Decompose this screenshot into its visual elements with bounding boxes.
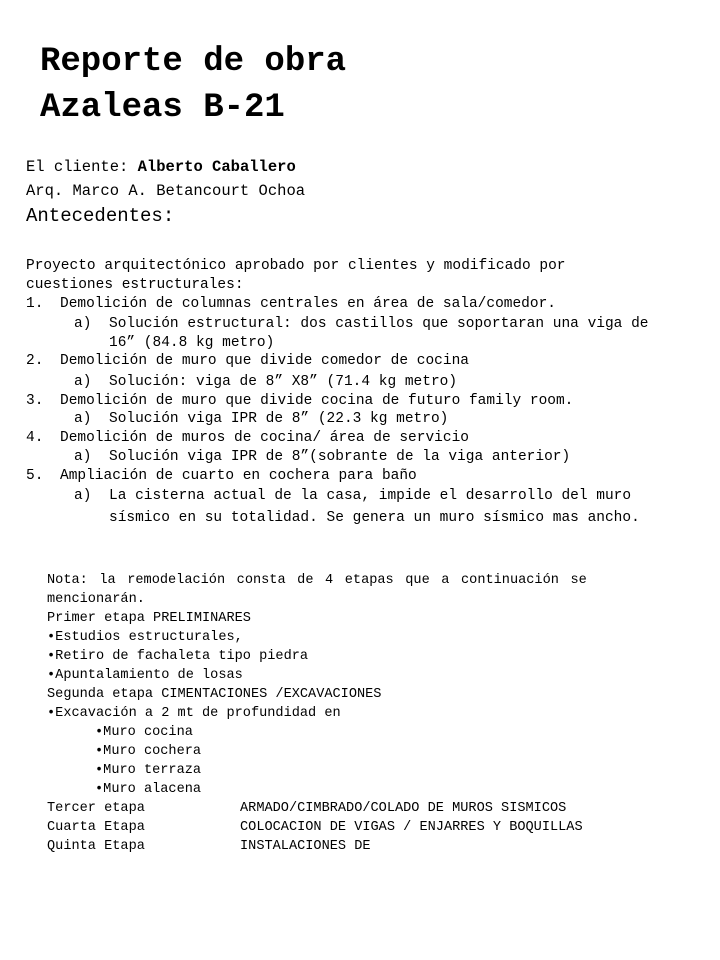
sub-bullet-item — [95, 723, 193, 742]
list-item — [26, 353, 469, 370]
bullet-text: Muro alacena — [103, 782, 202, 797]
list-item — [26, 468, 417, 485]
bullet-icon: • — [47, 668, 56, 683]
sub-bullet-item — [95, 742, 201, 761]
etapa-label: Tercer etapa — [47, 801, 145, 816]
list-item — [26, 430, 469, 447]
bullet-icon: • — [95, 725, 104, 740]
sub-item-letter: a) — [74, 374, 92, 390]
sub-item-letter: a) — [74, 316, 92, 332]
title-line-1: Reporte de obra — [40, 43, 347, 81]
item-text: Demolición de muro que divide comedor de cocina — [60, 353, 469, 369]
bullet-text: Apuntalamiento de losas — [55, 668, 243, 683]
etapa-label: Quinta Etapa — [47, 839, 145, 854]
bullet-item — [47, 647, 308, 666]
item-text: Demolición de columnas centrales en área de sala/comedor. — [60, 296, 556, 312]
sub-item — [74, 374, 458, 391]
bullet-text: Muro terraza — [103, 763, 202, 778]
item-number: 2. — [26, 353, 44, 369]
etapa-row — [47, 837, 371, 856]
etapa-row — [47, 818, 583, 837]
item-number: 5. — [26, 468, 44, 484]
bullet-item — [47, 666, 243, 685]
bullet-text: Muro cochera — [103, 744, 202, 759]
etapa-label: Cuarta Etapa — [47, 820, 145, 835]
item-number: 4. — [26, 430, 44, 446]
sub-item — [74, 411, 449, 428]
antecedentes-heading: Antecedentes: — [26, 205, 175, 227]
intro-line-1: Proyecto arquitectónico aprobado por clientes y modificado por — [26, 258, 566, 274]
item-number: 3. — [26, 393, 44, 409]
bullet-icon: • — [95, 744, 104, 759]
sub-item-continuation: sísmico en su totalidad. Se genera un muro sísmico mas ancho. — [109, 510, 640, 526]
bullet-text: Retiro de fachaleta tipo piedra — [55, 649, 309, 664]
sub-item-letter: a) — [74, 449, 92, 465]
sub-bullet-item — [95, 780, 201, 799]
etapa-value: ARMADO/CIMBRADO/COLADO DE MUROS SISMICOS — [240, 801, 567, 816]
bullet-text: Muro cocina — [103, 725, 193, 740]
sub-item-text: La cisterna actual de la casa, impide el desarrollo del muro — [109, 488, 632, 504]
architect-line: Arq. Marco A. Betancourt Ochoa — [26, 182, 306, 200]
item-number: 1. — [26, 296, 44, 312]
bullet-icon: • — [47, 630, 56, 645]
client-line — [26, 157, 296, 177]
etapa-value: INSTALACIONES DE — [240, 839, 371, 854]
sub-item-text: Solución viga IPR de 8” (22.3 kg metro) — [109, 411, 449, 427]
sub-bullet-item — [95, 761, 201, 780]
sub-item — [74, 316, 649, 333]
intro-line-2: cuestiones estructurales: — [26, 277, 244, 293]
sub-item-text: Solución estructural: dos castillos que soportaran una viga de — [109, 316, 649, 332]
item-text: Demolición de muros de cocina/ área de servicio — [60, 430, 469, 446]
item-text: Ampliación de cuarto en cochera para baño — [60, 468, 417, 484]
sub-item — [74, 449, 571, 466]
nota-line-1: Nota: la remodelación consta de 4 etapas que a continuación se — [47, 573, 587, 588]
etapa-2: Segunda etapa CIMENTACIONES /EXCAVACIONES — [47, 687, 382, 702]
sub-item-letter: a) — [74, 411, 92, 427]
nota-line-2: mencionarán. — [47, 592, 145, 607]
bullet-text: Estudios estructurales, — [55, 630, 243, 645]
list-item — [26, 393, 574, 410]
bullet-item — [47, 628, 243, 647]
bullet-icon: • — [47, 706, 56, 721]
client-label: El cliente: — [26, 158, 129, 176]
sub-item-text: Solución viga IPR de 8”(sobrante de la viga anterior) — [109, 449, 571, 465]
bullet-icon: • — [95, 763, 104, 778]
item-text: Demolición de muro que divide cocina de futuro family room. — [60, 393, 574, 409]
client-name: Alberto Caballero — [137, 158, 296, 176]
etapa-row — [47, 799, 567, 818]
bullet-icon: • — [95, 782, 104, 797]
sub-item-text: Solución: viga de 8” X8” (71.4 kg metro) — [109, 374, 458, 390]
sub-item-continuation: 16” (84.8 kg metro) — [109, 335, 275, 351]
etapa-1: Primer etapa PRELIMINARES — [47, 611, 251, 626]
list-item — [26, 296, 556, 313]
bullet-text: Excavación a 2 mt de profundidad en — [55, 706, 341, 721]
sub-item — [74, 488, 632, 505]
title-line-2: Azaleas B-21 — [40, 89, 285, 127]
sub-item-letter: a) — [74, 488, 92, 504]
bullet-item — [47, 704, 341, 723]
etapa-value: COLOCACION DE VIGAS / ENJARRES Y BOQUILLAS — [240, 820, 583, 835]
bullet-icon: • — [47, 649, 56, 664]
